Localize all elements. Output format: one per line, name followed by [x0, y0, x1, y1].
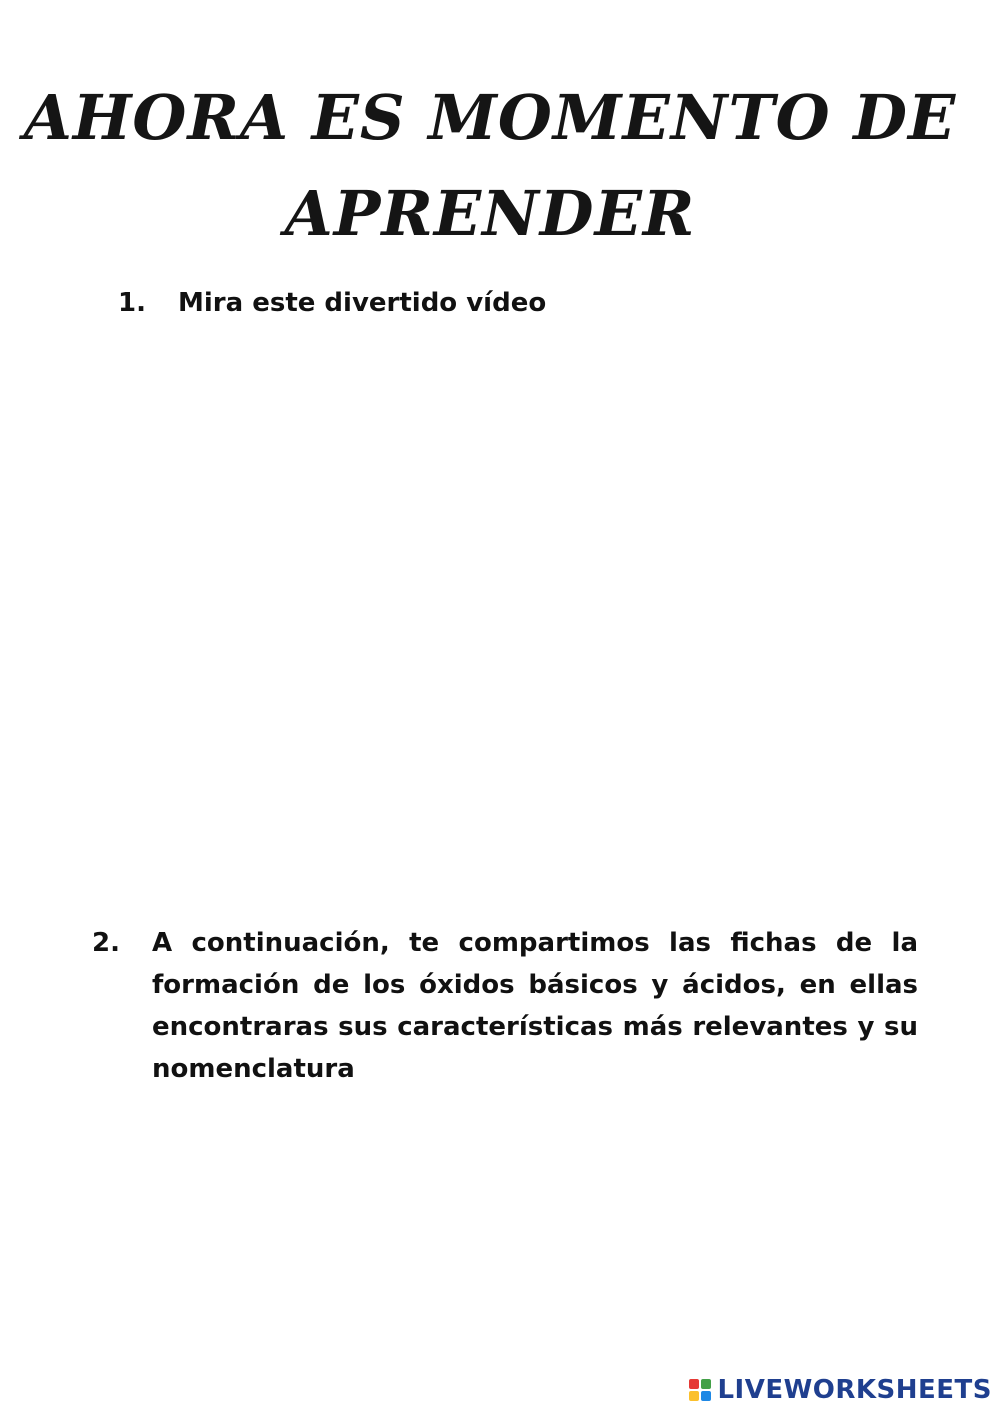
logo-square-yellow: [689, 1391, 699, 1401]
logo-square-blue: [701, 1391, 711, 1401]
page-title: [0, 70, 980, 262]
list-item-number: 2.: [92, 928, 120, 958]
logo-square-red: [689, 1379, 699, 1389]
liveworksheets-logo-icon: [689, 1379, 711, 1401]
list-item-worksheets: [92, 922, 922, 1090]
page-title-line-2: APRENDER: [284, 177, 696, 250]
page-title-line-1: AHORA ES MOMENTO DE: [23, 81, 957, 154]
list-item-video: [118, 288, 818, 328]
brand-text: LIVEWORKSHEETS: [717, 1375, 992, 1405]
list-item-text: A continuación, te compartimos las fichas de la formación de los óxidos básicos y ácidos, en ellas encontraras sus características más relevantes y su nomenclatura: [152, 928, 918, 1084]
list-item-number: 1.: [118, 288, 146, 318]
list-item-text: Mira este divertido vídeo: [178, 288, 547, 318]
liveworksheets-brand[interactable]: [689, 1375, 992, 1405]
logo-square-green: [701, 1379, 711, 1389]
